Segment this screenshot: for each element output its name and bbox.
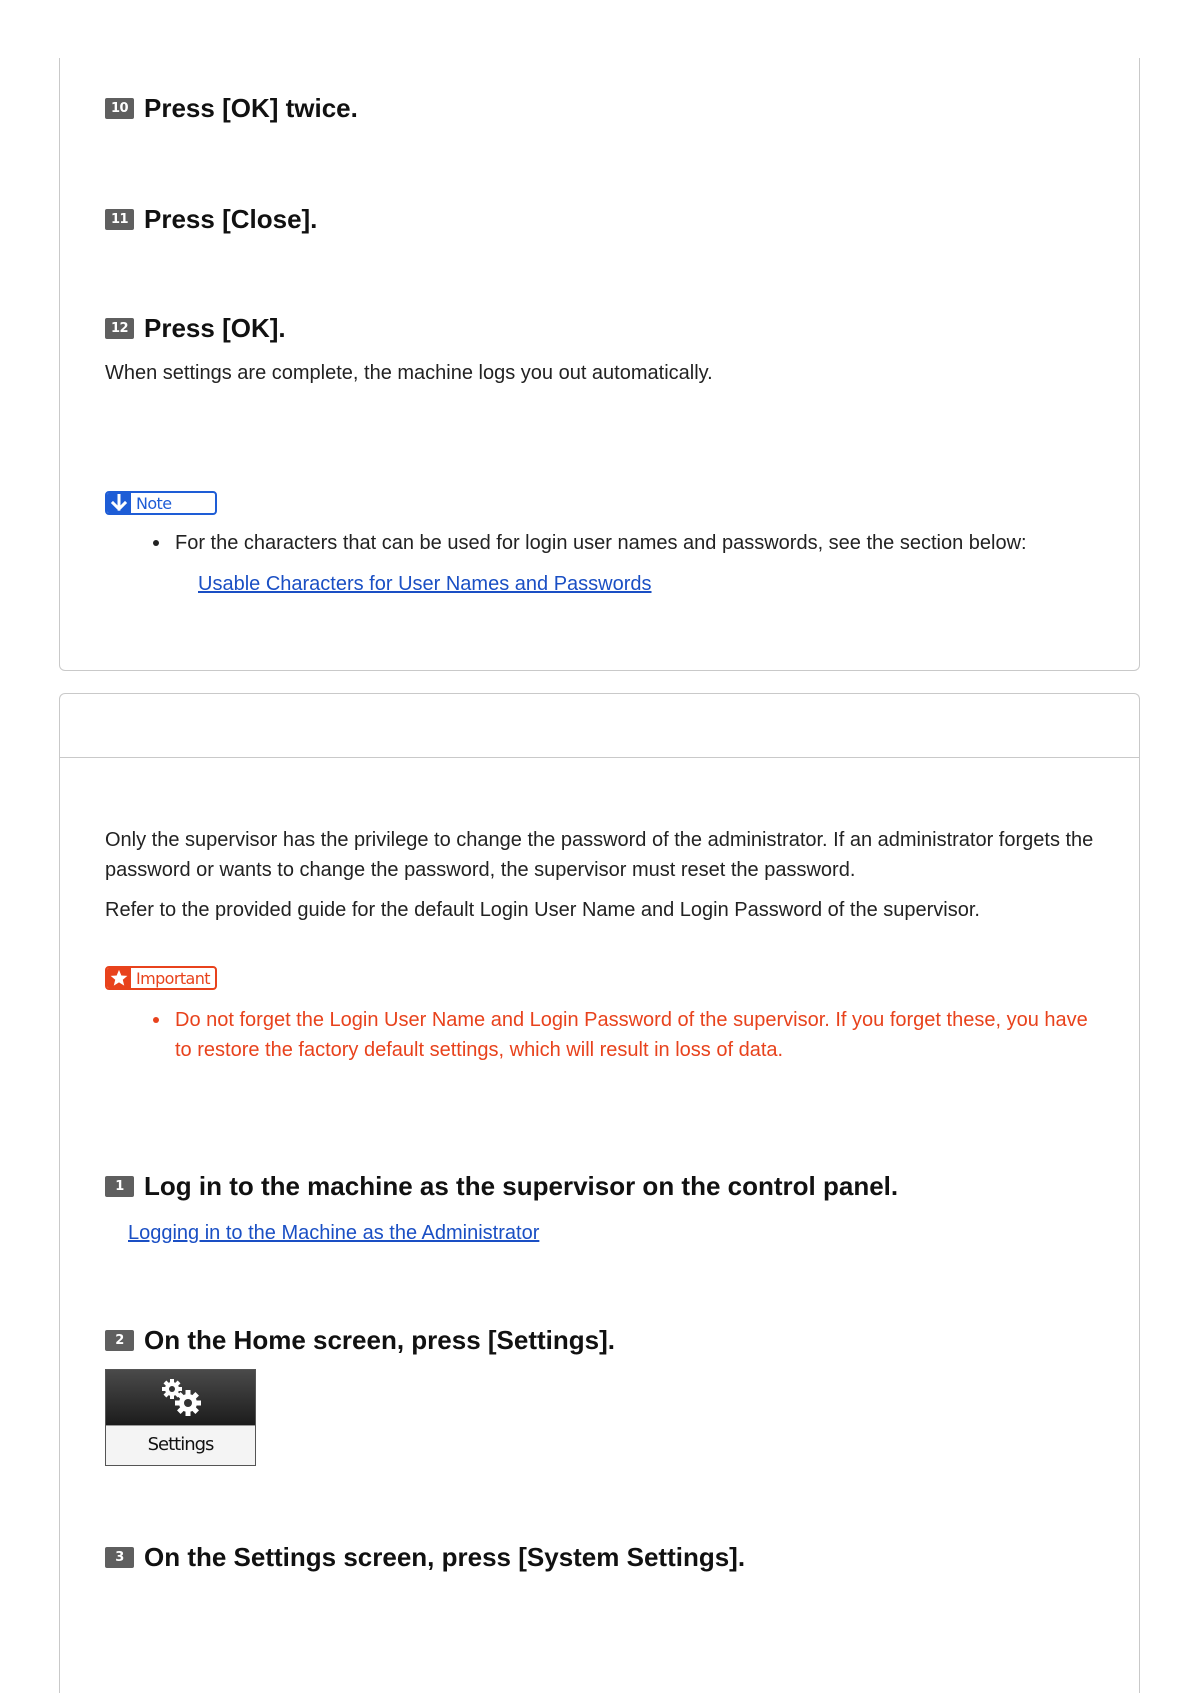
note-bullet: [175, 528, 1095, 558]
step-2: [105, 1324, 615, 1356]
step-heading: On the Home screen, press [Settings].: [144, 1324, 616, 1355]
usable-characters-link[interactable]: Usable Characters for User Names and Passwords: [198, 573, 652, 595]
bullet-dot: [153, 1017, 159, 1023]
intro-paragraph-1: Only the supervisor has the privilege to change the password of the administrator. If an administrator forgets the password or wants to change the password, the supervisor must reset the password.: [105, 829, 1094, 881]
panel-header-divider: [60, 757, 1139, 758]
step-number-badge: 2: [105, 1330, 134, 1351]
step-3: [105, 1541, 745, 1573]
bullet-dot: [153, 540, 159, 546]
gears-icon: [106, 1370, 255, 1425]
step-number-badge: 10: [105, 98, 134, 119]
important-bullet: [175, 1005, 1095, 1065]
step-number-badge: 11: [105, 209, 134, 230]
settings-app-icon: [105, 1369, 256, 1466]
important-label: Important: [136, 969, 210, 988]
login-administrator-link[interactable]: Logging in to the Machine as the Administrator: [128, 1222, 540, 1244]
settings-icon-label: Settings: [106, 1425, 255, 1465]
step-number-badge: 1: [105, 1176, 134, 1197]
important-badge: [105, 966, 217, 990]
step-heading: Press [OK].: [144, 312, 286, 343]
note-link-container: [198, 569, 652, 601]
step-1-link-container: [128, 1218, 539, 1250]
step-12: [105, 312, 286, 344]
step-12-description: When settings are complete, the machine logs you out automatically.: [105, 362, 713, 384]
note-badge: [105, 491, 217, 515]
step-heading: Press [Close].: [144, 203, 318, 234]
step-10: [105, 92, 358, 124]
step-heading: Press [OK] twice.: [144, 92, 358, 123]
step-heading: Log in to the machine as the supervisor on the control panel.: [144, 1170, 899, 1201]
intro-paragraph-2: Refer to the provided guide for the default Login User Name and Login Password of the supervisor.: [105, 899, 980, 921]
step-number-badge: 3: [105, 1547, 134, 1568]
note-label: Note: [136, 494, 172, 513]
step-11: [105, 203, 317, 235]
step-number-badge: 12: [105, 318, 134, 339]
step-1: [105, 1170, 898, 1202]
arrow-down-icon: [107, 493, 131, 513]
important-bullet-text: Do not forget the Login User Name and Login Password of the supervisor. If you forget these, you have to restore the factory default settings, which will result in loss of data.: [175, 1009, 1088, 1061]
step-heading: On the Settings screen, press [System Settings].: [144, 1541, 746, 1572]
note-bullet-text: For the characters that can be used for login user names and passwords, see the section below:: [175, 532, 1027, 554]
star-icon: [107, 968, 131, 988]
